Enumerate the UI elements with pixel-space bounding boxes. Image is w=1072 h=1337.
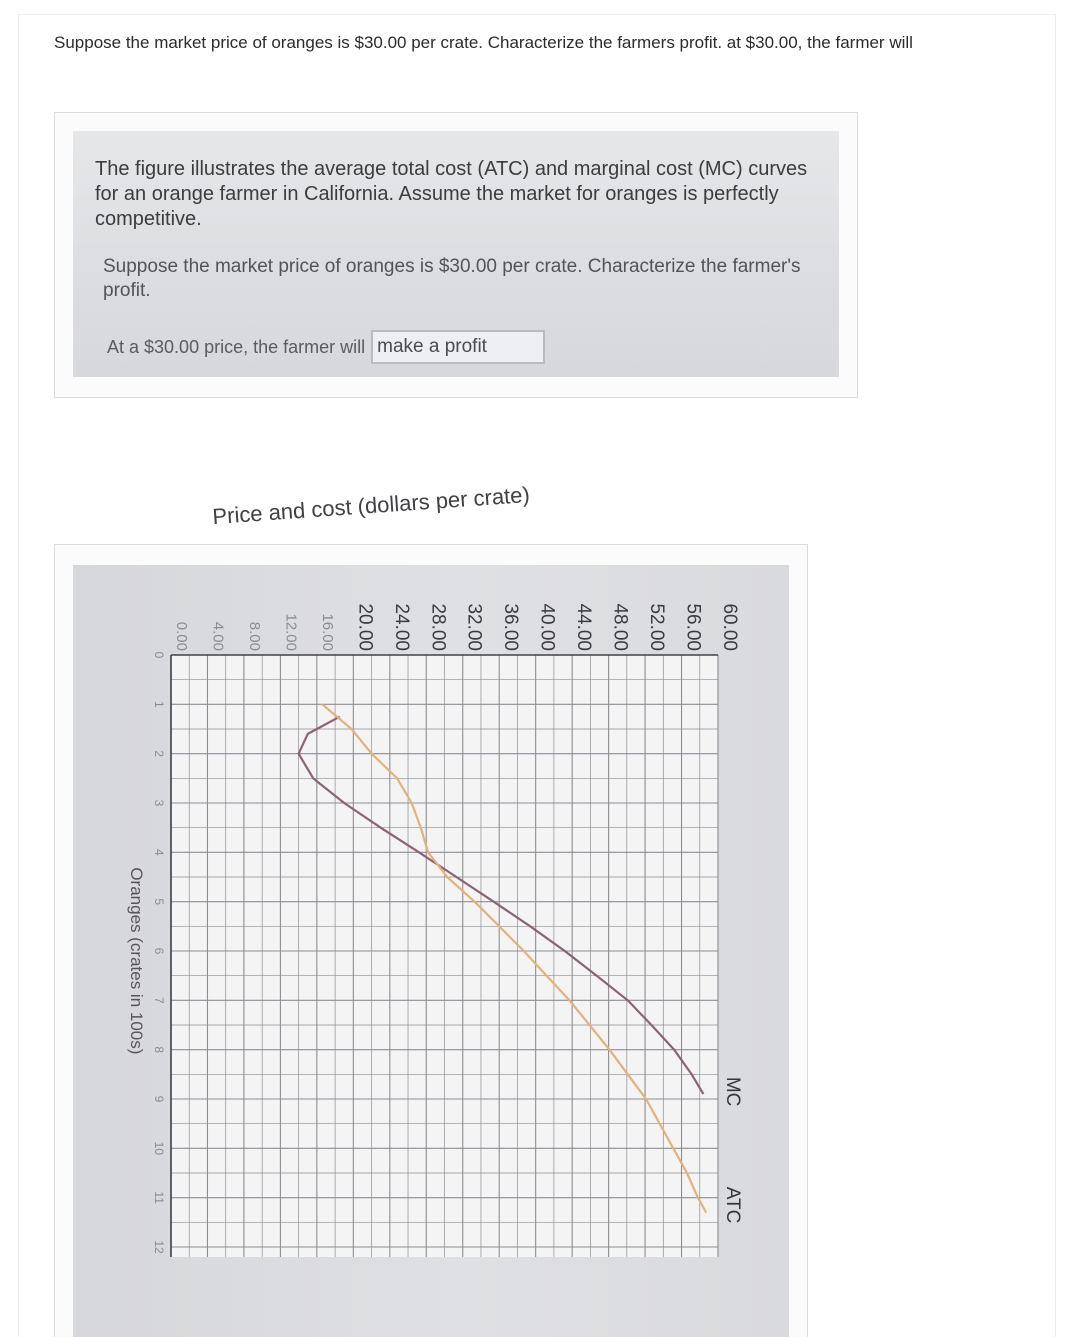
x-axis-title: Oranges (crates in 100s) bbox=[127, 867, 146, 1055]
y-tick-label: 16.00 bbox=[318, 613, 336, 651]
photo-question-text: Suppose the market price of oranges is $30.00 per crate. Characterize the farmer's profit. bbox=[103, 256, 801, 301]
series-label: MC bbox=[722, 1076, 744, 1107]
x-tick-label: 7 bbox=[152, 996, 166, 1004]
photo-answer-row bbox=[107, 327, 545, 367]
problem-photo bbox=[73, 131, 839, 377]
graph-photo-frame bbox=[54, 481, 808, 1337]
x-tick-label: 5 bbox=[152, 898, 166, 906]
x-tick-label: 1 bbox=[152, 700, 166, 708]
y-tick-label: 20.00 bbox=[354, 603, 376, 651]
answer-dropdown[interactable]: make a profit bbox=[371, 330, 545, 364]
cost-curves-chart bbox=[73, 481, 789, 1337]
x-tick-label: 8 bbox=[152, 1046, 166, 1054]
y-axis-title: Price and cost (dollars per crate) bbox=[211, 481, 531, 530]
y-tick-label: 24.00 bbox=[390, 603, 412, 651]
problem-photo-frame bbox=[54, 112, 858, 398]
y-tick-label: 12.00 bbox=[282, 613, 300, 651]
y-tick-label: 44.00 bbox=[573, 603, 595, 651]
question-text: Suppose the market price of oranges is $30.00 per crate. Characterize the farmers profit. at $30.00, the farmer will bbox=[54, 33, 913, 52]
series-label: ATC bbox=[722, 1186, 744, 1224]
x-tick-label: 0 bbox=[152, 651, 166, 659]
x-tick-label: 11 bbox=[152, 1191, 166, 1204]
x-tick-label: 4 bbox=[152, 848, 166, 856]
answer-prefix: At a $30.00 price, the farmer will bbox=[107, 336, 366, 357]
y-tick-label: 4.00 bbox=[209, 621, 227, 651]
x-tick-label: 10 bbox=[152, 1141, 166, 1156]
photo-intro-text: The figure illustrates the average total cost (ATC) and marginal cost (MC) curves for an orange farmer in California. Assume the market for oranges is perfectly competitive. bbox=[95, 158, 808, 230]
y-tick-label: 52.00 bbox=[646, 603, 668, 651]
y-tick-label: 28.00 bbox=[427, 603, 449, 651]
y-tick-label: 0.00 bbox=[173, 621, 190, 651]
x-tick-label: 9 bbox=[152, 1095, 166, 1103]
y-tick-label: 36.00 bbox=[500, 603, 522, 651]
x-tick-label: 12 bbox=[152, 1240, 166, 1254]
x-tick-label: 6 bbox=[152, 947, 166, 955]
y-tick-label: 60.00 bbox=[719, 603, 740, 651]
x-tick-label: 2 bbox=[152, 750, 166, 758]
x-tick-label: 3 bbox=[152, 799, 166, 807]
y-tick-label: 48.00 bbox=[609, 603, 631, 651]
y-tick-label: 32.00 bbox=[463, 603, 485, 651]
y-tick-label: 56.00 bbox=[682, 603, 704, 651]
graph-photo bbox=[73, 481, 789, 1337]
y-tick-label: 8.00 bbox=[245, 621, 263, 651]
y-tick-label: 40.00 bbox=[536, 603, 558, 651]
